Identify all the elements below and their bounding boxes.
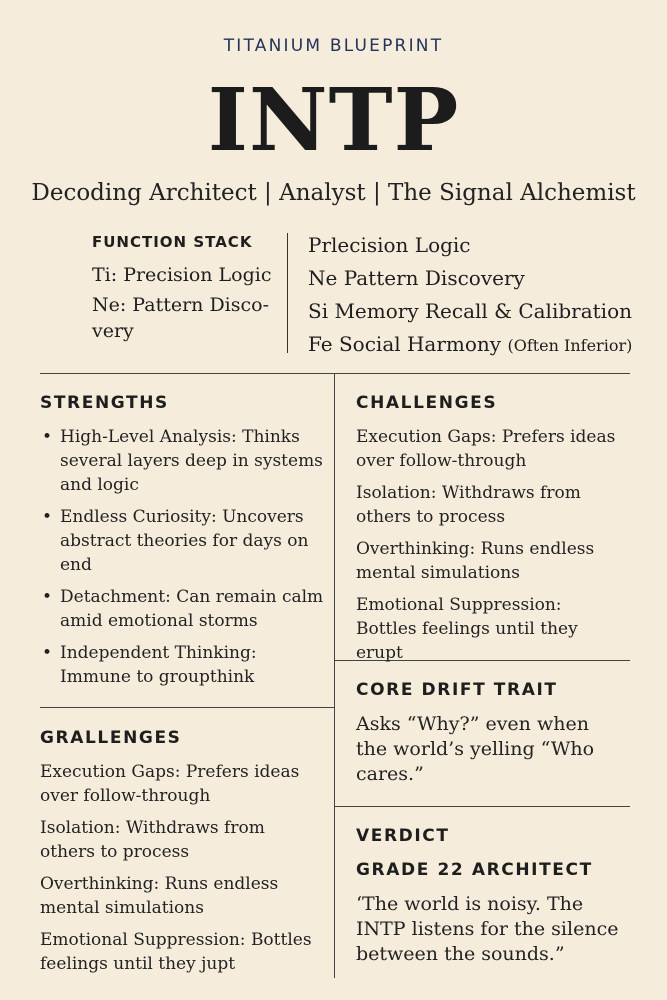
function-right-4 bbox=[308, 328, 648, 362]
divider-column bbox=[334, 373, 335, 978]
strengths-heading: STRENGTHS bbox=[40, 393, 169, 413]
challenges-left-list bbox=[40, 760, 325, 984]
function-stack-right bbox=[308, 229, 648, 362]
function-right-2: Ne Pattern Discovery bbox=[308, 266, 525, 290]
function-stack-divider bbox=[287, 233, 288, 353]
list-item: • Endless Curiosity: Uncovers abstract theories for days on end bbox=[42, 507, 309, 575]
function-right-1: Prlecision Logic bbox=[308, 233, 471, 257]
list-item: • Independent Thinking: Immune to groupthink bbox=[42, 643, 257, 687]
list-item: Emotional Suppression: Bottles feelings until they erupt bbox=[356, 595, 578, 663]
core-drift-text: Asks “Why?” even when the world’s yelling “Who cares.” bbox=[356, 713, 595, 785]
divider-left bbox=[40, 707, 334, 708]
list-item: Execution Gaps: Prefers ideas over follow-through bbox=[356, 427, 616, 471]
verdict-grade: GRADE 22 ARCHITECT bbox=[356, 860, 593, 880]
function-ne: Ne: Pattern Disco-very bbox=[92, 294, 270, 342]
challenges-list bbox=[356, 425, 626, 673]
divider-main bbox=[40, 373, 630, 374]
divider-right-2 bbox=[334, 806, 630, 807]
verdict-heading: VERDICT bbox=[356, 826, 450, 846]
function-stack-left bbox=[92, 262, 277, 348]
function-right-3: Si Memory Recall & Calibration bbox=[308, 299, 632, 323]
function-ti: Ti: Precision Logic bbox=[92, 264, 272, 286]
function-stack-heading: FUNCTION STACK bbox=[92, 233, 253, 251]
list-item: Isolation: Withdraws from others to process bbox=[356, 483, 581, 527]
function-fe-note: (Often Inferior) bbox=[507, 336, 633, 355]
list-item: Overthinking: Runs endless mental simulations bbox=[40, 874, 279, 918]
core-drift-heading: CORE DRIFT TRAIT bbox=[356, 680, 558, 700]
verdict-quote: ‘The world is noisy. The INTP listens for the silence between the sounds.” bbox=[356, 893, 619, 965]
kicker-title: TITANIUM BLUEPRINT bbox=[223, 36, 444, 56]
challenges-heading: CHALLENGES bbox=[356, 393, 498, 413]
list-item: Execution Gaps: Prefers ideas over follow-through bbox=[40, 762, 300, 806]
page-title: INTP bbox=[207, 70, 460, 171]
strengths-list bbox=[40, 425, 325, 697]
challenges-left-heading: GRALLENGES bbox=[40, 728, 182, 748]
list-item: Overthinking: Runs endless mental simulations bbox=[356, 539, 595, 583]
function-fe-label: Fe Social Harmony bbox=[308, 332, 502, 356]
list-item: • Detachment: Can remain calm amid emotional storms bbox=[42, 587, 324, 631]
subtitle: Decoding Architect | Analyst | The Signal Alchemist bbox=[31, 180, 636, 206]
list-item: • High-Level Analysis: Thinks several layers deep in systems and logic bbox=[42, 427, 323, 495]
list-item: Emotional Suppression: Bottles feelings until they jupt bbox=[40, 930, 312, 974]
list-item: Isolation: Withdraws from others to process bbox=[40, 818, 265, 862]
